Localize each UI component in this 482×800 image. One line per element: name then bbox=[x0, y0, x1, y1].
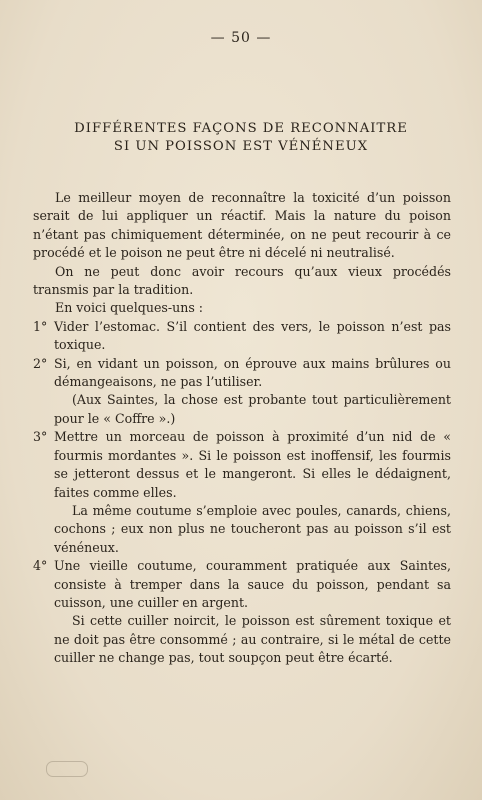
intro-paragraph: On ne peut donc avoir recours qu’aux vieux procédés transmis par la tradition. bbox=[33, 263, 451, 298]
list-item bbox=[33, 355, 451, 429]
item-note: La même coutume s’emploie avec poules, canards, chiens, cochons ; eux non plus ne toucheront pas au poisson s’il est vénéneux. bbox=[54, 502, 451, 555]
page-number: — 50 — bbox=[210, 30, 272, 46]
list-item bbox=[33, 318, 451, 355]
list-item bbox=[33, 557, 451, 667]
item-number: 3° bbox=[33, 429, 48, 445]
intro-paragraph: Le meilleur moyen de reconnaître la toxicité d’un poisson serait de lui appliquer un réactif. Mais la nature du poison n’étant pas chimiquement déterminée, on ne peut recourir à ce procédé et le poison ne peut être ni décelé ni neutralisé. bbox=[33, 190, 451, 261]
heading-line-2: SI UN POISSON EST VÉNÉNEUX bbox=[113, 139, 369, 154]
list-item bbox=[33, 428, 451, 557]
item-text: Mettre un morceau de poisson à proximité d’un nid de « fourmis mordantes ». Si le poisson est inoffensif, les fourmis se jetteront dessus et le mangeront. Si elles le dédaignent, faites comme elles. bbox=[54, 429, 451, 500]
item-text: Une vieille coutume, couramment pratiquée aux Saintes, consiste à tremper dans la sauce du poisson, pendant sa cuisson, une cuiller en argent. bbox=[54, 558, 451, 610]
heading-line-1: DIFFÉRENTES FAÇONS DE RECONNAITRE bbox=[74, 121, 408, 136]
intro-paragraph: En voici quelques-uns : bbox=[55, 300, 204, 316]
item-text: Vider l’estomac. S’il contient des vers, le poisson n’est pas toxique. bbox=[54, 318, 451, 353]
item-number: 1° bbox=[33, 318, 48, 334]
body-text bbox=[33, 189, 451, 668]
item-text: Si, en vidant un poisson, on éprouve aux mains brûlures ou démangeaisons, ne pas l’utiliser. bbox=[54, 355, 451, 390]
item-note: (Aux Saintes, la chose est probante tout particulièrement pour le « Coffre ».) bbox=[54, 392, 451, 426]
item-number: 2° bbox=[33, 355, 48, 371]
item-number: 4° bbox=[33, 558, 48, 574]
chapter-heading bbox=[40, 120, 442, 156]
item-note: Si cette cuiller noircit, le poisson est sûrement toxique et ne doit pas être consommé ; au contraire, si le métal de cette cuiller ne change pas, tout soupçon peut être écarté. bbox=[54, 613, 451, 666]
library-stamp bbox=[46, 761, 88, 777]
